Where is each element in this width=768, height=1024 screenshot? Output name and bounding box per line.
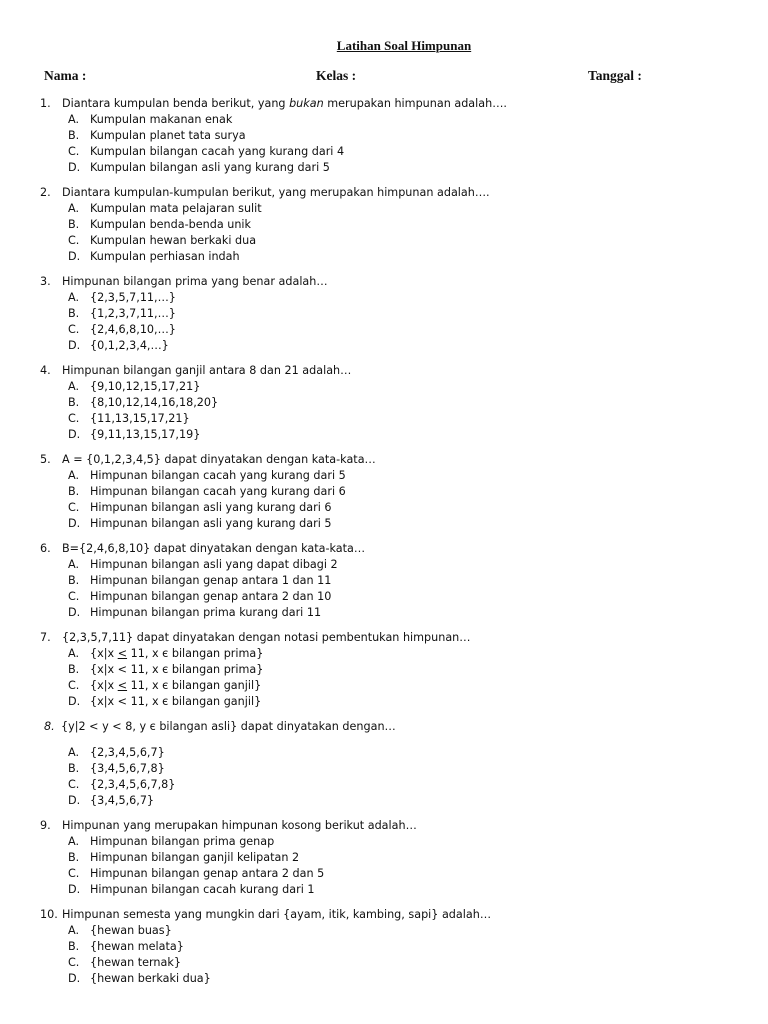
question-text-line [40,907,740,923]
option-d [68,971,740,987]
question-text-line [44,719,740,735]
option-text: Himpunan bilangan prima kurang dari 11 [90,606,322,619]
question-text: Diantara kumpulan-kumpulan berikut, yang merupakan himpunan adalah…. [62,186,490,199]
option-a [68,646,740,662]
option-d [68,338,740,354]
option-text: {0,1,2,3,4,…} [90,339,169,352]
option-letter: D. [68,695,81,708]
option-list [40,646,740,710]
option-letter: A. [68,380,80,393]
option-letter: D. [68,428,81,441]
option-letter: B. [68,307,80,320]
option-a [68,201,740,217]
option-c [68,955,740,971]
option-list [40,923,740,987]
question-number: 1. [40,97,51,110]
title-text: Latihan Soal Himpunan [336,38,472,53]
option-letter: D. [68,250,81,263]
question-text: {y|2 < y < 8, y є bilangan asli} dapat dinyatakan dengan… [61,720,396,733]
option-c [68,144,740,160]
question-text-line [40,541,740,557]
question-text: {2,3,5,7,11} dapat dinyatakan dengan notasi pembentukan himpunan… [62,631,471,644]
option-d [68,605,740,621]
option-letter: C. [68,956,80,969]
option-d [68,249,740,265]
option-d [68,793,740,809]
question-text-line [40,274,740,290]
option-text-post: 11, x є bilangan prima} [127,647,264,660]
option-letter: B. [68,940,80,953]
option-text: Himpunan bilangan prima genap [90,835,275,848]
option-letter: D. [68,606,81,619]
option-letter: A. [68,469,80,482]
option-letter: D. [68,883,81,896]
option-text: {hewan melata} [90,940,184,953]
option-a [68,468,740,484]
option-text: {2,3,5,7,11,…} [90,291,176,304]
option-b [68,128,740,144]
option-text: Himpunan bilangan cacah yang kurang dari 6 [90,485,346,498]
option-text: Himpunan bilangan ganjil kelipatan 2 [90,851,300,864]
option-letter: D. [68,972,81,985]
option-text: {2,3,4,5,6,7,8} [90,778,176,791]
option-text: {x|x < 11, x є bilangan prima} [90,663,264,676]
question-number: 10. [40,908,58,921]
option-text: Himpunan bilangan asli yang kurang dari 6 [90,501,332,514]
option-text: Kumpulan bilangan asli yang kurang dari 5 [90,161,330,174]
option-letter: A. [68,291,80,304]
option-text: Himpunan bilangan genap antara 2 dan 10 [90,590,332,603]
option-letter: D. [68,517,81,530]
option-letter: C. [68,501,80,514]
option-d [68,882,740,898]
option-b [68,217,740,233]
question-number: 4. [40,364,51,377]
option-b [68,395,740,411]
question-text-line [40,363,740,379]
option-text: {9,11,13,15,17,19} [90,428,201,441]
page-title [0,38,768,54]
option-a [68,923,740,939]
option-text: Himpunan bilangan asli yang dapat dibagi 2 [90,558,338,571]
option-list [40,290,740,354]
question-text: Himpunan semesta yang mungkin dari {ayam, itik, kambing, sapi} adalah… [62,908,492,921]
option-text: Kumpulan benda-benda unik [90,218,251,231]
option-letter: C. [68,778,80,791]
option-d [68,427,740,443]
option-b [68,573,740,589]
option-letter: B. [68,663,80,676]
question-text-line [40,630,740,646]
question-text: Himpunan yang merupakan himpunan kosong berikut adalah… [62,819,417,832]
option-text: Himpunan bilangan genap antara 2 dan 5 [90,867,325,880]
option-c [68,589,740,605]
option-text: Himpunan bilangan cacah kurang dari 1 [90,883,315,896]
option-letter: A. [68,924,80,937]
question-number: 6. [40,542,51,555]
option-letter: A. [68,558,80,571]
question-text [62,96,507,112]
question-2 [40,185,740,265]
question-5 [40,452,740,532]
option-text: Himpunan bilangan cacah yang kurang dari 5 [90,469,346,482]
option-letter: C. [68,679,80,692]
option-c [68,322,740,338]
option-a [68,290,740,306]
option-list [40,379,740,443]
tanggal-label: Tanggal : [588,68,642,83]
option-text: {3,4,5,6,7} [90,794,155,807]
option-b [68,850,740,866]
option-text-ul: < [117,679,128,692]
option-list [40,745,740,809]
question-number: 8. [44,720,55,733]
option-d [68,160,740,176]
question-number: 3. [40,275,51,288]
option-text: {8,10,12,14,16,18,20} [90,396,219,409]
option-letter: C. [68,323,80,336]
option-letter: A. [68,647,80,660]
question-list [40,96,740,996]
question-6 [40,541,740,621]
option-a [68,745,740,761]
option-text-pre: {x|x [90,647,118,660]
option-text: {hewan buas} [90,924,172,937]
option-b [68,761,740,777]
question-number: 5. [40,453,51,466]
option-letter: C. [68,867,80,880]
nama-label: Nama : [44,68,87,83]
question-text-pre: Diantara kumpulan benda berikut, yang [62,97,290,110]
option-c [68,678,740,694]
option-text-ul: < [117,647,128,660]
question-4 [40,363,740,443]
option-letter: B. [68,851,80,864]
option-list [40,112,740,176]
option-a [68,379,740,395]
question-7 [40,630,740,710]
option-text: Kumpulan perhiasan indah [90,250,240,263]
option-c [68,500,740,516]
option-list [40,834,740,898]
question-9 [40,818,740,898]
option-text: {2,3,4,5,6,7} [90,746,165,759]
option-text: Kumpulan hewan berkaki dua [90,234,257,247]
option-letter: D. [68,794,81,807]
question-text: Himpunan bilangan ganjil antara 8 dan 21 adalah… [62,364,352,377]
question-text: A = {0,1,2,3,4,5} dapat dinyatakan dengan kata-kata… [62,453,376,466]
question-8 [40,719,740,809]
option-text: {hewan ternak} [90,956,181,969]
kelas-label: Kelas : [316,68,357,83]
option-letter: B. [68,485,80,498]
question-text: Himpunan bilangan prima yang benar adalah… [62,275,328,288]
option-text-post: 11, x є bilangan ganjil} [127,679,262,692]
option-c [68,233,740,249]
question-text-em: bukan [289,97,324,110]
option-b [68,662,740,678]
option-b [68,484,740,500]
option-letter: C. [68,145,80,158]
option-text [90,646,263,662]
option-list [40,557,740,621]
option-letter: C. [68,590,80,603]
question-number: 7. [40,631,51,644]
option-text: {9,10,12,15,17,21} [90,380,201,393]
option-text-pre: {x|x [90,679,118,692]
option-letter: A. [68,746,80,759]
option-list [40,201,740,265]
option-letter: B. [68,762,80,775]
option-letter: B. [68,574,80,587]
option-text: {11,13,15,17,21} [90,412,190,425]
question-text-line [40,96,740,112]
question-text-line [40,452,740,468]
option-a [68,834,740,850]
option-text: {3,4,5,6,7,8} [90,762,165,775]
option-text: Kumpulan mata pelajaran sulit [90,202,262,215]
option-text: Himpunan bilangan genap antara 1 dan 11 [90,574,332,587]
question-text-line [40,818,740,834]
option-list [40,468,740,532]
option-text: Himpunan bilangan asli yang kurang dari 5 [90,517,332,530]
option-c [68,777,740,793]
option-c [68,411,740,427]
question-10 [40,907,740,987]
question-text-line [40,185,740,201]
question-text-post: merupakan himpunan adalah…. [323,97,507,110]
option-text: {1,2,3,7,11,…} [90,307,176,320]
option-text [90,678,261,694]
option-letter: C. [68,234,80,247]
option-letter: D. [68,161,81,174]
option-a [68,112,740,128]
option-a [68,557,740,573]
option-text: {x|x < 11, x є bilangan ganjil} [90,695,262,708]
option-d [68,516,740,532]
option-letter: A. [68,835,80,848]
option-letter: A. [68,113,80,126]
question-1 [40,96,740,176]
option-text: Kumpulan planet tata surya [90,129,246,142]
question-number: 2. [40,186,51,199]
option-letter: D. [68,339,81,352]
option-text: {hewan berkaki dua} [90,972,211,985]
option-b [68,939,740,955]
option-letter: B. [68,129,80,142]
question-number: 9. [40,819,51,832]
option-d [68,694,740,710]
option-letter: C. [68,412,80,425]
option-letter: B. [68,218,80,231]
question-3 [40,274,740,354]
option-text: Kumpulan makanan enak [90,113,233,126]
option-letter: A. [68,202,80,215]
option-letter: B. [68,396,80,409]
option-text: Kumpulan bilangan cacah yang kurang dari 4 [90,145,345,158]
option-text: {2,4,6,8,10,…} [90,323,176,336]
option-b [68,306,740,322]
option-c [68,866,740,882]
question-text: B={2,4,6,8,10} dapat dinyatakan dengan kata-kata… [62,542,366,555]
